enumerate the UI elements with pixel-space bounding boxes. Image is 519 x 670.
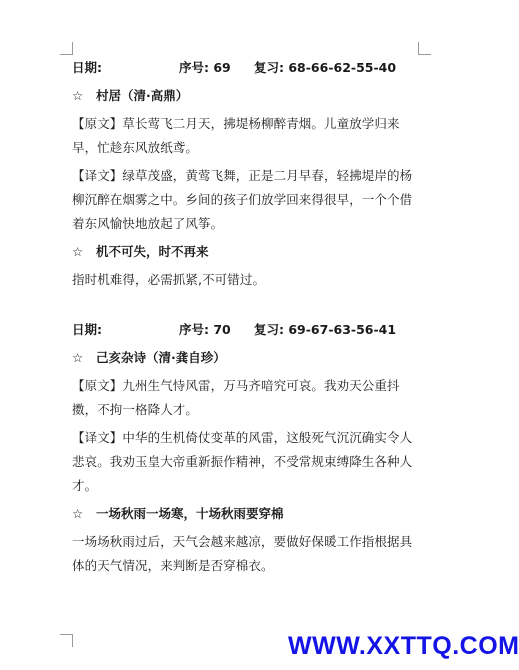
idiom-explanation: 一场场秋雨过后，天气会越来越凉，要做好保暖工作指根据具体的天气情况，来判断是否穿棉衣。 [72,534,413,573]
document-body [72,56,424,578]
date-label: 日期: [72,322,102,337]
crop-mark-top-left [60,42,73,55]
poem-title-row [72,346,424,370]
crop-mark-bottom-left [60,634,73,647]
review-schedule: 复习: 69-67-63-56-41 [254,322,397,337]
entry-header [72,318,424,342]
entry-70 [72,318,424,578]
entry-spacer [72,292,424,318]
idiom-title-row [72,240,424,264]
sequence-number: 序号: 70 [179,322,231,337]
review-schedule: 复习: 68-66-62-55-40 [254,60,397,75]
sequence-number: 序号: 69 [179,60,231,75]
star-icon: ☆ [72,506,84,521]
poem-original: 【原文】草长莺飞二月天，拂堤杨柳醉青烟。儿童放学归来早，忙趁东风放纸鸢。 [72,116,400,155]
star-icon: ☆ [72,244,84,259]
idiom-explanation: 指时机难得，必需抓紧,不可错过。 [72,272,266,287]
crop-mark-top-right [418,42,431,55]
poem-translation: 【译文】中华的生机倚仗变革的风雷，这般死气沉沉确实令人悲哀。我劝玉皇大帝重新振作精神，不受常规束缚降生各种人才。 [72,430,413,493]
poem-title-row [72,84,424,108]
date-label: 日期: [72,60,102,75]
star-icon: ☆ [72,350,84,365]
poem-translation: 【译文】绿草茂盛，黄莺飞舞，正是二月早春，轻拂堤岸的杨柳沉醉在烟雾之中。乡间的孩子们放学回来得很早，一个个借着东风愉快地放起了风筝。 [72,168,413,231]
site-watermark: WWW.XXTTQ.COM [288,632,519,660]
entry-69 [72,56,424,292]
star-icon: ☆ [72,88,84,103]
poem-title: 己亥杂诗（清·龚自珍） [96,350,226,365]
poem-title: 村居（清·高鼎） [96,88,189,103]
idiom-title: 一场秋雨一场寒，十场秋雨要穿棉 [96,506,284,521]
entry-header [72,56,424,80]
idiom-title-row [72,502,424,526]
idiom-title: 机不可失，时不再来 [96,244,209,259]
poem-original: 【原文】九州生气恃风雷，万马齐喑究可哀。我劝天公重抖擞，不拘一格降人才。 [72,378,400,417]
